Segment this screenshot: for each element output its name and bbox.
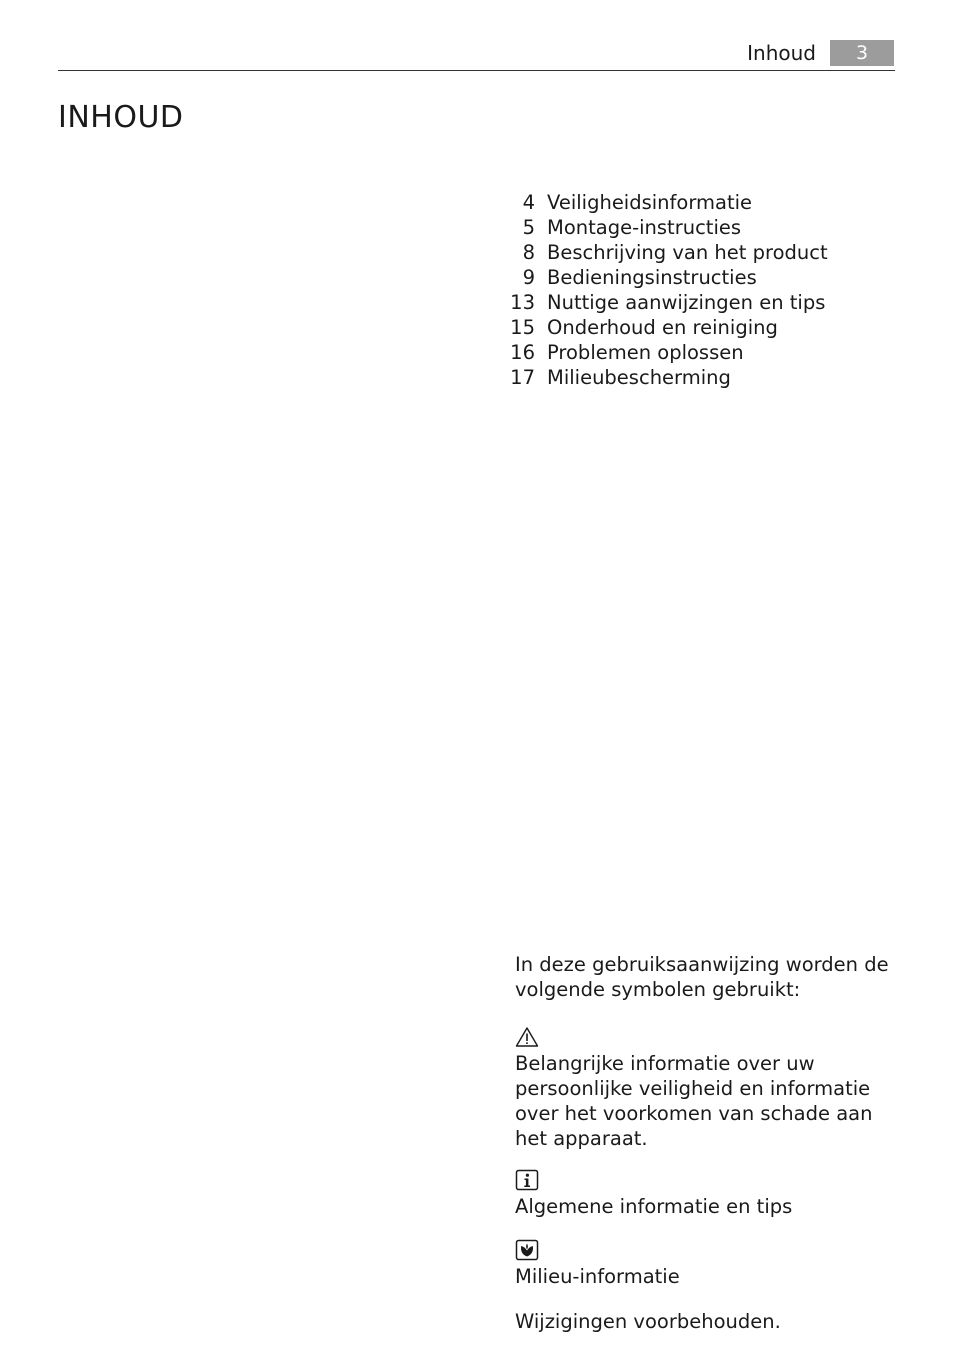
toc-entry[interactable] — [505, 365, 828, 390]
legend-text: Belangrijke informatie over uw persoonlijke veiligheid en informatie over het voorkomen van schade aan het apparaat. — [515, 1052, 873, 1150]
toc-label: Problemen oplossen — [547, 341, 744, 364]
toc-entry[interactable] — [505, 315, 828, 340]
toc-label: Milieubescherming — [547, 366, 731, 389]
toc-label: Onderhoud en reiniging — [547, 316, 778, 339]
toc-page: 8 — [522, 241, 535, 264]
info-icon — [515, 1169, 539, 1191]
toc-page: 9 — [522, 266, 535, 289]
toc-label: Veiligheidsinformatie — [547, 191, 753, 214]
page-title: INHOUD — [58, 100, 184, 135]
toc-page: 16 — [510, 341, 535, 364]
toc-label: Nuttige aanwijzingen en tips — [547, 291, 826, 314]
legend-text: Milieu-informatie — [515, 1265, 680, 1288]
toc-entry[interactable] — [505, 240, 828, 265]
disclaimer: Wijzigingen voorbehouden. — [515, 1310, 781, 1333]
legend-item-warning — [515, 1026, 905, 1151]
toc-label: Beschrijving van het product — [547, 241, 828, 264]
toc-label: Bedieningsinstructies — [547, 266, 757, 289]
toc-entry[interactable] — [505, 265, 828, 290]
toc-page: 5 — [522, 216, 535, 239]
section-name: Inhoud — [747, 41, 816, 65]
toc-entry[interactable] — [505, 215, 828, 240]
legend-item-environment — [515, 1239, 905, 1289]
warning-icon — [515, 1026, 539, 1048]
toc-entry[interactable] — [505, 340, 828, 365]
toc-label: Montage-instructies — [547, 216, 742, 239]
symbol-legend — [515, 952, 905, 1334]
toc-page: 13 — [510, 291, 535, 314]
toc-entry[interactable] — [505, 290, 828, 315]
legend-intro: In deze gebruiksaanwijzing worden de volgende symbolen gebruikt: — [515, 953, 889, 1001]
environment-icon — [515, 1239, 539, 1261]
table-of-contents — [505, 190, 828, 390]
header-rule — [58, 70, 895, 71]
legend-text: Algemene informatie en tips — [515, 1195, 793, 1218]
toc-entry[interactable] — [505, 190, 828, 215]
toc-page: 4 — [522, 191, 535, 214]
legend-item-info — [515, 1169, 905, 1219]
toc-page: 15 — [510, 316, 535, 339]
running-header — [747, 40, 894, 66]
page-number: 3 — [830, 40, 894, 66]
toc-page: 17 — [510, 366, 535, 389]
